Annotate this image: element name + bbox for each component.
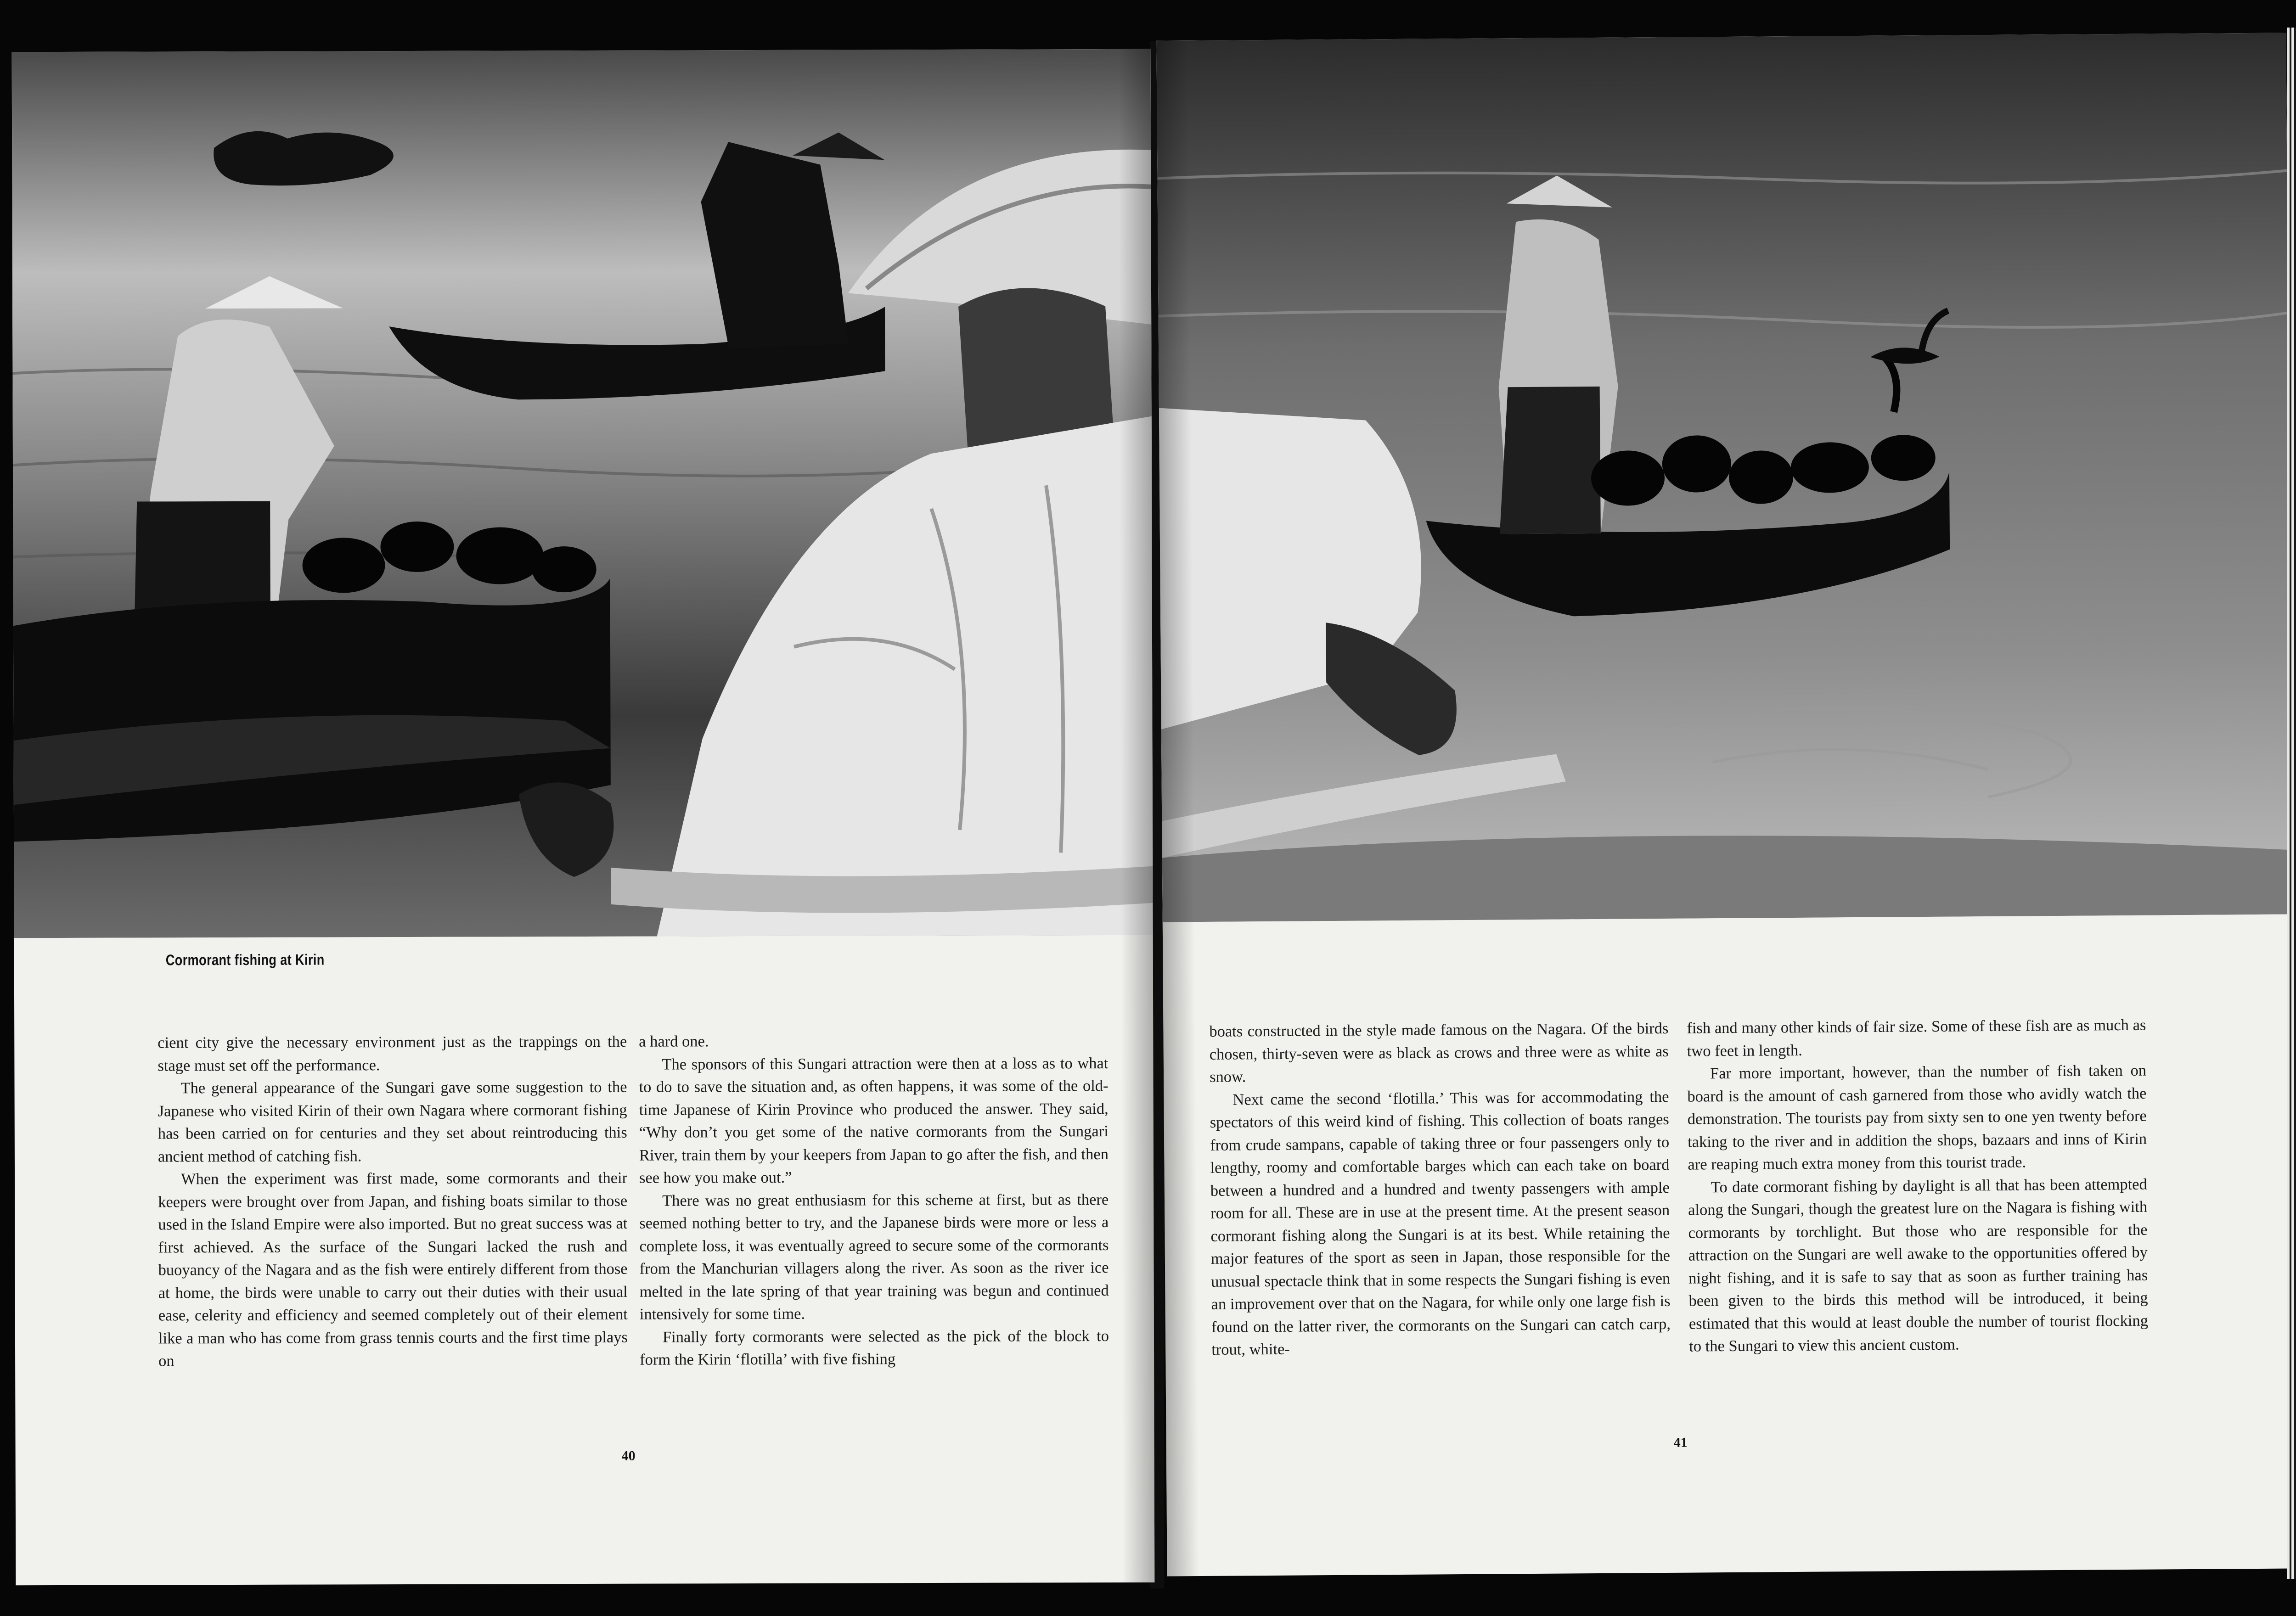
- paragraph: When the experiment was first made, some cormorants and their keepers were brought over from Japan, and fishing boats similar to those used in the Island Empire were also imported. But no great success was at first achieved. As the surface of the Sungari lacked the rush and buoyancy of the Nagara and as the fish were entirely different from those at home, the birds were unable to carry out their duties with their usual ease, celerity and efficiency and seemed completely out of their element like a man who has come from grass tennis courts and the first time plays on: [158, 1169, 628, 1370]
- paragraph: There was no great enthusiasm for this scheme at first, but as there seemed nothing better to try, and the Japanese birds were more or less a complete loss, it was eventually agreed to secure some of the cormorants from the Manchurian villagers along the river. As soon as the river ice melted in the late spring of that year training was begun and continued intensively for some time.: [639, 1190, 1109, 1323]
- paragraph: fish and many other kinds of fair size. Some of these fish are as much as two feet in length.: [1687, 1016, 2146, 1060]
- paragraph: boats constructed in the style made famous on the Nagara. Of the birds chosen, thirty-seven were as black as crows and three were as white as snow.: [1209, 1019, 1669, 1086]
- paragraph: Next came the second ‘flotilla.’ This was for accommodating the spectators of this weird kind of fishing. This collection of boats ranges from crude sampans, capable of taking three or four passengers only to lengthy, roomy and comfortable barges which can each take on board between a hundred and a hundred and twenty passengers with ample room for all. These are in use at the present time. At the present season cormorant fishing along the Sungari is at its best. While retaining the major features of the sport as seen in Japan, those responsible for the unusual spectacle think that in some respects the Sungari fishing is even an improvement over that on the Nagara, for while only one large fish is found on the latter river, the cormorants on the Sungari can catch carp, trout, white-: [1210, 1088, 1671, 1358]
- paragraph: a hard one.: [639, 1032, 709, 1050]
- paragraph: The sponsors of this Sungari attraction were then at a loss as to what to do to save the situation and, as often happens, it was some of the old-time Japanese of Kirin Province who produced the answer. They said, “Why don’t you get some of the native cormorants from the Sungari River, train them by your keepers from Japan to go after the fish, and then see how you make out.”: [639, 1054, 1109, 1187]
- paragraph: Finally forty cormorants were selected as the pick of the block to form the Kirin ‘flotilla’ with five fishing: [640, 1327, 1109, 1369]
- book-page-edges: [2287, 28, 2296, 1579]
- right-page: [1156, 33, 2296, 1576]
- paragraph: Far more important, however, than the number of fish taken on board is the amount of cash garnered from those who avidly watch the demonstration. The tourists pay from sixty sen to one yen twenty before taking to the river and in addition the shops, bazaars and inns of Kirin are reaping much extra money from this tourist trade.: [1687, 1061, 2147, 1173]
- right-page-column-1: [1209, 1017, 1671, 1361]
- left-page-column-2: [639, 1029, 1109, 1371]
- right-page-column-2: [1687, 1014, 2148, 1358]
- paragraph: The general appearance of the Sungari gave some suggestion to the Japanese who visited Kirin of their own Nagara where cormorant fishing has been carried on for centuries and they set about reintroducing this ancient method of catching fish.: [158, 1078, 627, 1165]
- paragraph: To date cormorant fishing by daylight is all that has been attempted along the Sungari, though the greatest lure on the Nagara is fishing with cormorants by torchlight. But those who are responsible for the attraction on the Sungari are well awake to the opportunities offered by night fishing, and it is safe to say that as soon as further training has been given to the birds this method will be introduced, it being estimated that this would at least double the number of tourist flocking to the Sungari to view this ancient custom.: [1688, 1175, 2148, 1355]
- left-page: [12, 49, 1155, 1585]
- photo-caption: Cormorant fishing at Kirin: [165, 951, 325, 969]
- page-number-right: 41: [1673, 1435, 1688, 1450]
- cormorant-fishing-photo-left: [12, 49, 1153, 938]
- cormorant-fishing-photo-right: [1156, 33, 2292, 922]
- page-number-left: 40: [621, 1448, 636, 1464]
- left-page-column-1: [158, 1031, 628, 1373]
- paragraph: cient city give the necessary environment just as the trappings on the stage must set off the performance.: [158, 1032, 627, 1074]
